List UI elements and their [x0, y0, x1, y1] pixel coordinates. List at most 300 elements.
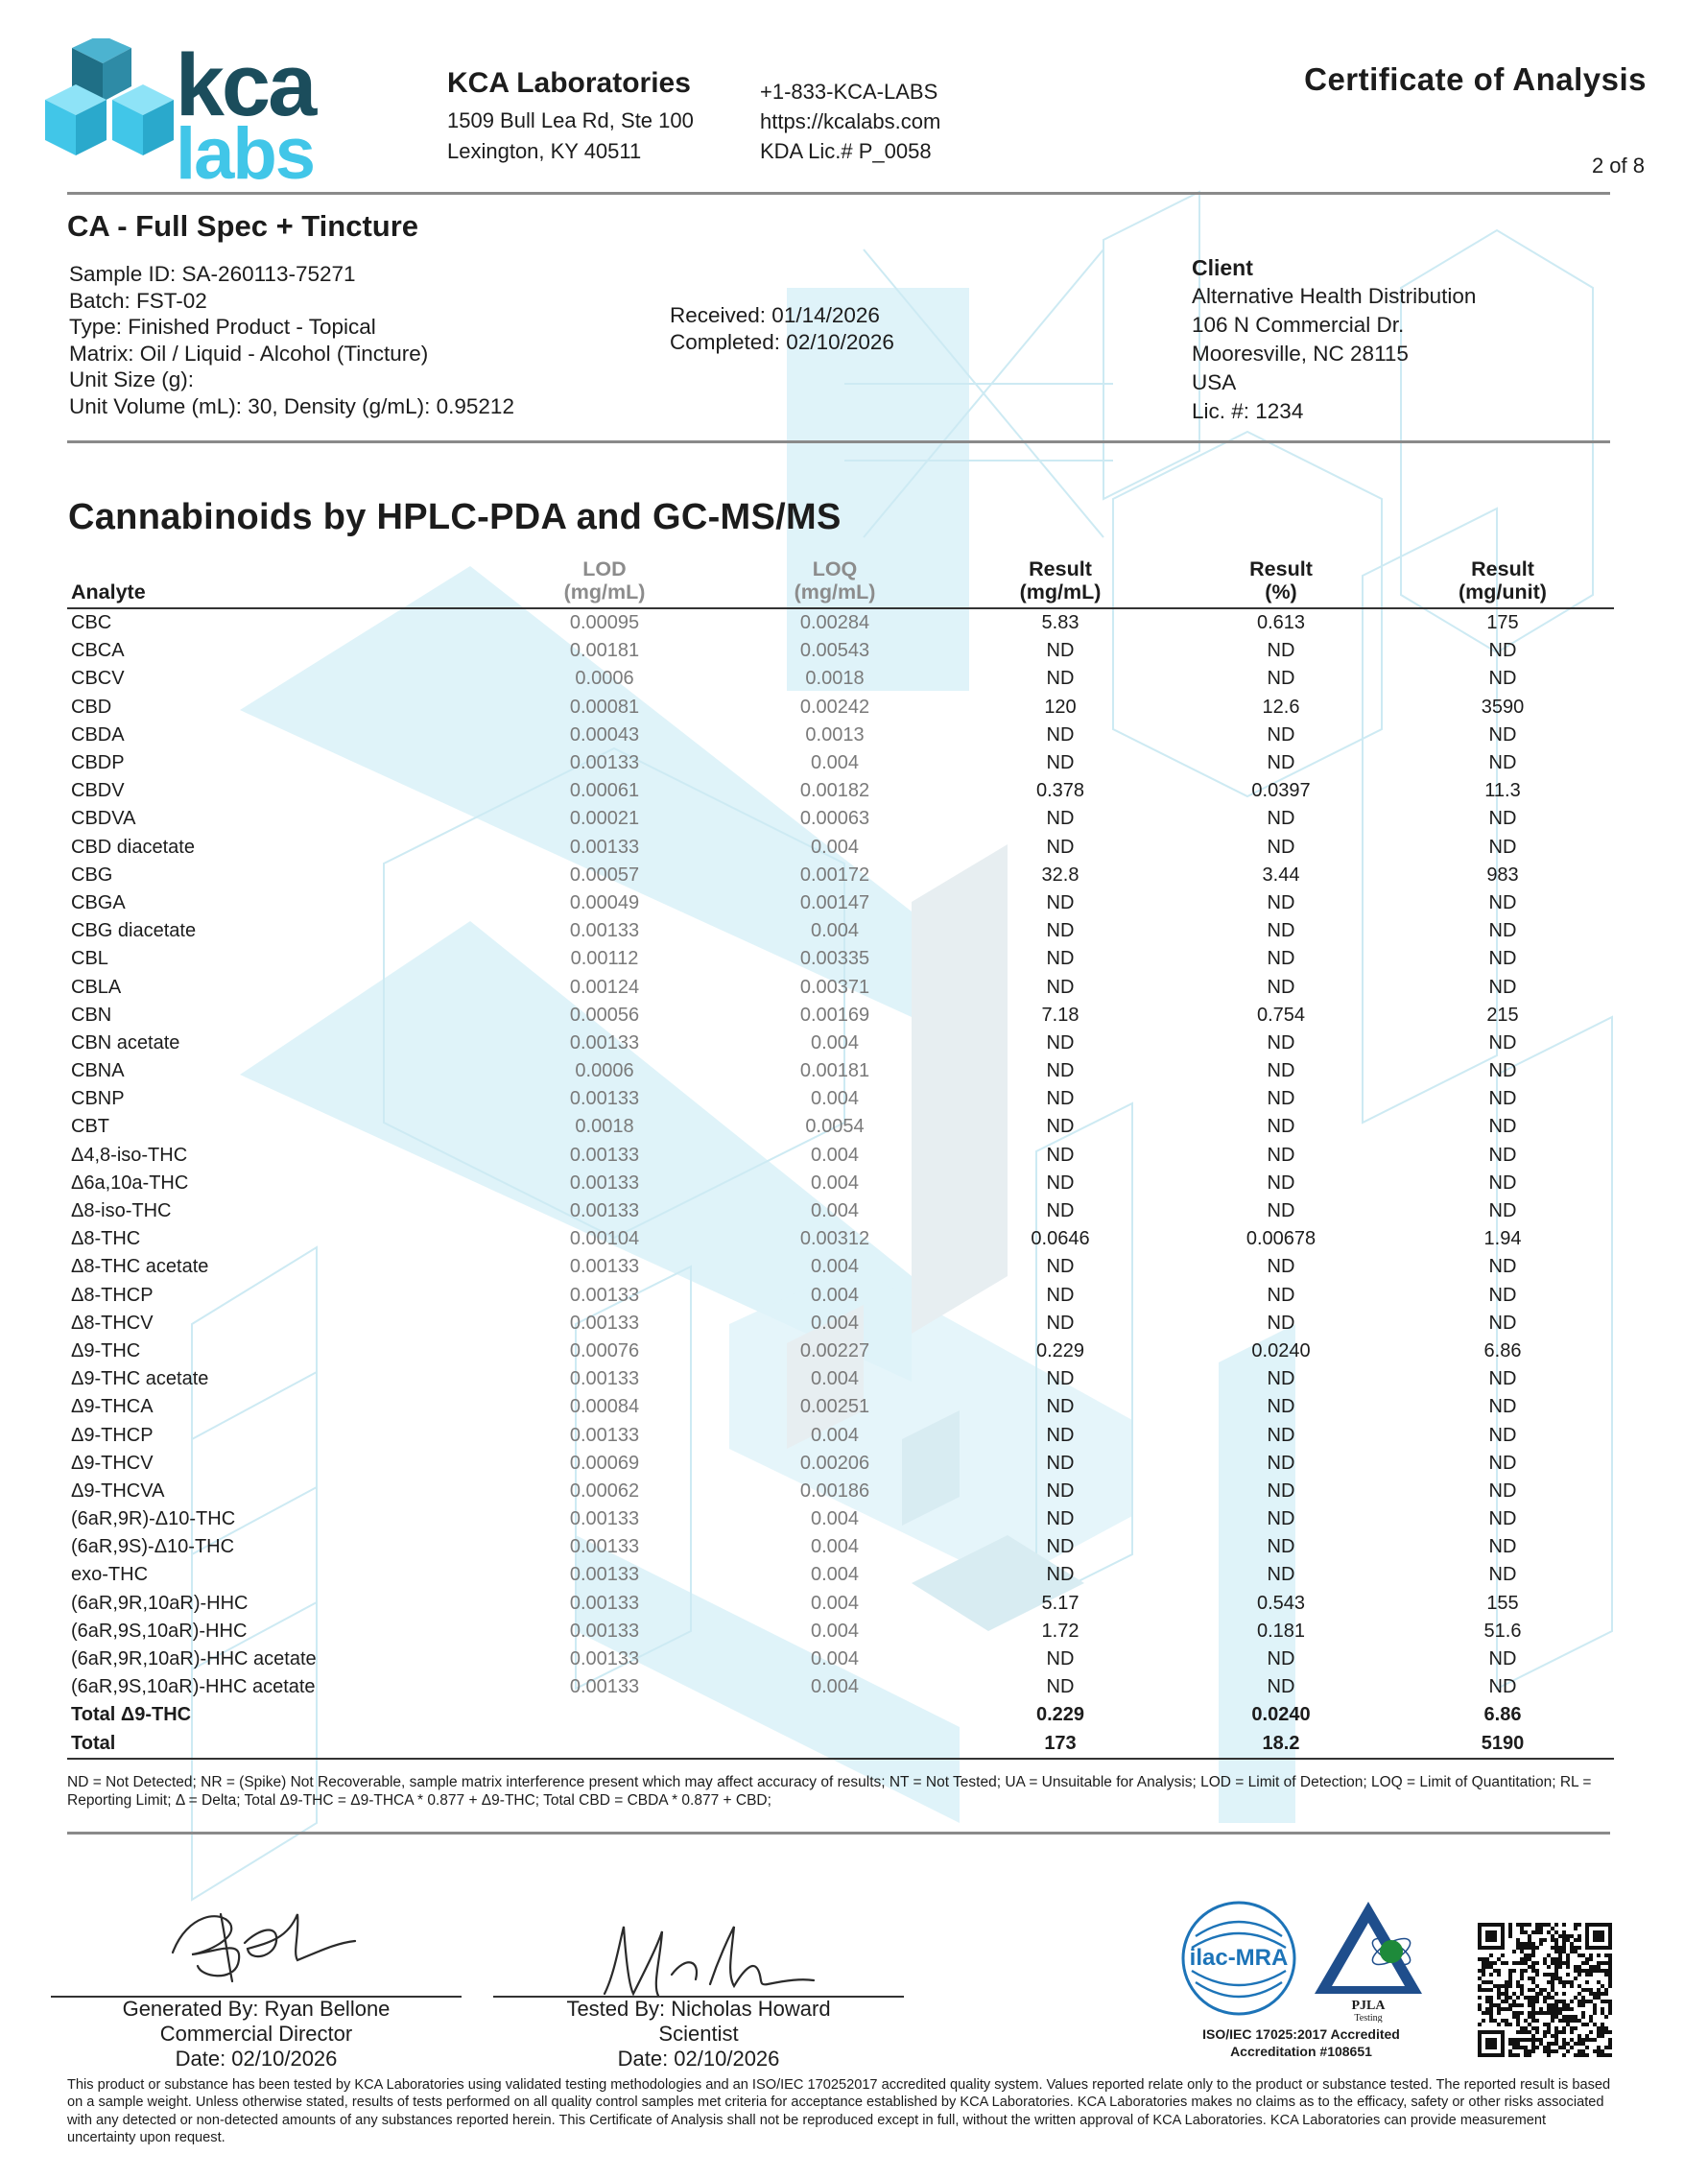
cell-lod: 0.00049 [569, 891, 640, 913]
pjla-testing-logo [1311, 1898, 1426, 2023]
cell-result-percent: ND [1267, 1508, 1295, 1530]
cell-result-mgunit: 6.86 [1483, 1704, 1522, 1726]
qr-code[interactable] [1478, 1923, 1612, 2057]
cell-result-percent: ND [1267, 836, 1295, 858]
cell-result-percent: 3.44 [1262, 864, 1300, 886]
cell-result-mgunit: ND [1488, 1284, 1517, 1306]
cell-lod [489, 1730, 720, 1759]
cell-loq: 0.00063 [799, 808, 870, 830]
sample-batch: Batch: FST-02 [69, 288, 207, 313]
table-row [67, 1113, 1614, 1141]
table-row [67, 1282, 1614, 1310]
cell-analyte: Δ8-THC [71, 1228, 141, 1250]
cell-loq: 0.0018 [805, 668, 865, 690]
cell-result-mgml: ND [1046, 1536, 1075, 1558]
cell-lod: 0.00133 [569, 1172, 640, 1194]
cell-result-mgunit: ND [1488, 1116, 1517, 1138]
cell-analyte: (6aR,9S,10aR)-HHC [71, 1620, 248, 1642]
sample-details [69, 261, 514, 419]
cell-loq: 0.004 [810, 1088, 860, 1110]
cell-analyte: (6aR,9R)-Δ10-THC [71, 1508, 236, 1530]
cell-result-mgml: ND [1046, 640, 1075, 662]
table-row [67, 973, 1614, 1001]
tested-by-block [493, 1997, 904, 2071]
cell-analyte: Δ8-THCP [71, 1284, 154, 1306]
cell-result-percent: 12.6 [1262, 696, 1300, 718]
table-row [67, 1645, 1614, 1673]
cell-analyte: Δ8-THCV [71, 1312, 154, 1334]
cell-result-mgunit: ND [1488, 1368, 1517, 1390]
cell-loq: 0.00186 [799, 1480, 870, 1502]
cell-result-percent: ND [1267, 1368, 1295, 1390]
cell-result-mgml: ND [1046, 1172, 1075, 1194]
total-row [67, 1701, 1614, 1729]
cell-result-mgml: ND [1046, 836, 1075, 858]
cell-analyte: (6aR,9R,10aR)-HHC acetate [71, 1648, 317, 1670]
cell-result-mgml: 120 [1044, 696, 1077, 718]
sample-type: Type: Finished Product - Topical [69, 315, 376, 339]
cell-lod: 0.00133 [569, 752, 640, 774]
cell-lod: 0.00133 [569, 920, 640, 942]
cell-lod: 0.00069 [569, 1452, 640, 1474]
cell-result-mgunit: ND [1488, 1172, 1517, 1194]
table-row [67, 1225, 1614, 1253]
cell-result-percent: ND [1267, 808, 1295, 830]
ilac-mra-logo [1178, 1898, 1299, 2019]
cell-result-mgunit: 11.3 [1484, 780, 1521, 802]
cell-result-mgml: ND [1046, 976, 1075, 998]
cell-loq: 0.004 [810, 1144, 860, 1166]
cell-result-mgml: ND [1046, 1508, 1075, 1530]
cell-result-percent: 0.543 [1256, 1592, 1306, 1614]
cell-result-mgunit: ND [1488, 1200, 1517, 1222]
cell-analyte: CBGA [71, 891, 126, 913]
cell-loq: 0.004 [810, 752, 860, 774]
header-result-mgml: Result (mg/mL) [950, 552, 1171, 608]
table-row [67, 1618, 1614, 1645]
generated-by-block [51, 1997, 462, 2071]
cell-loq: 0.0013 [805, 723, 865, 746]
company-address-line1: 1509 Bull Lea Rd, Ste 100 [447, 108, 694, 132]
document-title: Certificate of Analysis [1304, 61, 1647, 97]
cell-lod: 0.00104 [569, 1228, 640, 1250]
table-row [67, 1142, 1614, 1170]
table-row [67, 749, 1614, 777]
cell-result-mgml: ND [1046, 1088, 1075, 1110]
cell-analyte: CBCA [71, 640, 125, 662]
cell-analyte: CBT [71, 1116, 109, 1138]
cell-result-mgml: ND [1046, 1256, 1075, 1278]
table-row [67, 1002, 1614, 1030]
table-row [67, 1421, 1614, 1449]
tested-by-title: Scientist [658, 2022, 739, 2046]
tested-by-name: Tested By: Nicholas Howard [566, 1997, 831, 2021]
cell-result-mgunit: 215 [1486, 1004, 1519, 1026]
cell-result-percent: ND [1267, 1676, 1295, 1698]
header-result-percent: Result (%) [1171, 552, 1391, 608]
cell-loq: 0.00172 [799, 864, 870, 886]
cell-loq: 0.004 [810, 1031, 860, 1053]
cell-lod: 0.00133 [569, 1564, 640, 1586]
cell-lod: 0.00043 [569, 723, 640, 746]
cell-loq: 0.004 [810, 1284, 860, 1306]
table-row [67, 1590, 1614, 1618]
client-name: Alternative Health Distribution [1192, 284, 1477, 308]
cell-result-mgml: ND [1046, 1312, 1075, 1334]
cell-result-percent: 0.0240 [1251, 1704, 1311, 1726]
header-analyte: Analyte [67, 552, 489, 608]
cell-result-mgml: ND [1046, 1396, 1075, 1418]
table-row [67, 1505, 1614, 1533]
cell-result-percent: ND [1267, 891, 1295, 913]
cell-loq: 0.00335 [799, 948, 870, 970]
disclaimer-text: This product or substance has been tested by KCA Laboratories using validated testing methodologies and an ISO/IEC 170252017 accredited quality system. Values reported relate only to the product or substance tested. The reported result is based on a sample weight. Unless otherwise stated, results of tests performed on all quality control samples met criteria for acceptance established by KCA Laboratories. KCA Laboratories makes no claims as to the efficacy, safety or other risks associated with any detected or non-detected amounts of any substances reported herein. This Certificate of Analysis shall not be reproduced except in full, without the written approval of KCA Laboratories. KCA Laboratories can provide measurement uncertainty upon request. [67, 2077, 1611, 2145]
table-row [67, 1673, 1614, 1701]
cell-result-percent: 0.0240 [1251, 1339, 1311, 1361]
cell-result-mgml: 5.83 [1041, 612, 1079, 634]
received-date: Received: 01/14/2026 [670, 303, 880, 327]
cell-loq: 0.004 [810, 1424, 860, 1446]
cell-lod: 0.00133 [569, 836, 640, 858]
sample-unit-volume: Unit Volume (mL): 30, Density (g/mL): 0.95212 [69, 393, 514, 418]
cell-result-percent: ND [1267, 1256, 1295, 1278]
cell-analyte: (6aR,9S)-Δ10-THC [71, 1536, 235, 1558]
cell-lod: 0.00021 [569, 808, 640, 830]
cell-result-mgml: ND [1046, 808, 1075, 830]
cell-result-percent: ND [1267, 640, 1295, 662]
company-info [447, 67, 694, 167]
cell-lod: 0.00181 [569, 640, 640, 662]
cell-loq: 0.004 [810, 1564, 860, 1586]
cell-result-mgunit: 5190 [1391, 1730, 1614, 1759]
cell-lod: 0.00133 [569, 1144, 640, 1166]
cell-analyte: Δ9-THCP [71, 1424, 154, 1446]
cell-result-mgml: ND [1046, 752, 1075, 774]
cell-analyte: CBG [71, 864, 113, 886]
cell-loq [720, 1701, 950, 1729]
cell-analyte: CBDVA [71, 808, 136, 830]
pjla-subtext: Testing [1354, 2013, 1383, 2023]
table-row [67, 889, 1614, 917]
table-row [67, 805, 1614, 833]
cell-lod: 0.00056 [569, 1004, 640, 1026]
cell-loq: 0.00312 [799, 1228, 870, 1250]
cell-analyte: Δ9-THCVA [71, 1480, 165, 1502]
completed-date: Completed: 02/10/2026 [670, 329, 894, 354]
cell-analyte: Total [67, 1730, 489, 1759]
cell-analyte: Δ9-THCA [71, 1396, 154, 1418]
generated-by-title: Commercial Director [159, 2022, 353, 2046]
cell-loq: 0.004 [810, 836, 860, 858]
cell-lod: 0.0006 [575, 668, 634, 690]
table-row [67, 1310, 1614, 1338]
client-country: USA [1192, 370, 1237, 394]
cell-result-mgml: ND [1046, 723, 1075, 746]
cell-loq: 0.00242 [799, 696, 870, 718]
cell-result-mgml: ND [1046, 1480, 1075, 1502]
page-indicator: 2 of 8 [1591, 154, 1645, 178]
cell-analyte: Δ8-iso-THC [71, 1200, 172, 1222]
table-row [67, 1478, 1614, 1505]
cell-result-mgunit: ND [1488, 1508, 1517, 1530]
cell-lod [489, 1701, 720, 1729]
cell-analyte: Δ9-THCV [71, 1452, 154, 1474]
cell-lod: 0.00124 [569, 976, 640, 998]
table-header-row [67, 552, 1614, 608]
cell-result-mgunit: 983 [1486, 864, 1519, 886]
cell-loq: 0.00284 [799, 612, 870, 634]
header-divider [67, 192, 1610, 195]
cell-loq: 0.00227 [799, 1339, 870, 1361]
cell-result-percent: ND [1267, 1088, 1295, 1110]
sample-dates [670, 302, 894, 355]
cell-result-mgml: ND [1046, 920, 1075, 942]
cell-loq: 0.004 [810, 1508, 860, 1530]
cell-analyte: Δ4,8-iso-THC [71, 1144, 188, 1166]
cell-loq: 0.004 [810, 1592, 860, 1614]
cell-analyte: Δ6a,10a-THC [71, 1172, 189, 1194]
cell-result-mgml: 32.8 [1041, 864, 1079, 886]
company-phone: +1-833-KCA-LABS [760, 80, 938, 104]
cell-analyte: Total Δ9-THC [71, 1704, 192, 1726]
cell-lod: 0.00133 [569, 1424, 640, 1446]
cell-analyte: exo-THC [71, 1564, 149, 1586]
cell-lod: 0.00057 [569, 864, 640, 886]
cell-result-mgunit: 175 [1486, 612, 1519, 634]
cell-loq: 0.00543 [799, 640, 870, 662]
sample-unit-size: Unit Size (g): [69, 367, 195, 391]
table-row [67, 665, 1614, 693]
cell-result-mgml: ND [1046, 668, 1075, 690]
table-row [67, 1197, 1614, 1225]
cell-result-mgunit: ND [1488, 1312, 1517, 1334]
cell-analyte: CBL [71, 948, 108, 970]
cell-result-mgunit: ND [1488, 668, 1517, 690]
cell-result-mgunit: 3590 [1481, 696, 1525, 718]
cell-result-mgml: 0.378 [1035, 780, 1085, 802]
table-row [67, 917, 1614, 945]
cell-result-percent: ND [1267, 1172, 1295, 1194]
cell-result-mgunit: ND [1488, 1396, 1517, 1418]
cell-lod: 0.00133 [569, 1620, 640, 1642]
cell-lod: 0.00062 [569, 1480, 640, 1502]
cell-result-mgunit: ND [1488, 752, 1517, 774]
cell-lod: 0.00133 [569, 1200, 640, 1222]
cell-result-mgunit: ND [1488, 836, 1517, 858]
cell-lod: 0.00081 [569, 696, 640, 718]
cell-analyte: CBG diacetate [71, 920, 197, 942]
cell-result-mgunit: 51.6 [1483, 1620, 1522, 1642]
cell-lod: 0.00133 [569, 1284, 640, 1306]
header-lod: LOD (mg/mL) [489, 552, 720, 608]
cell-result-mgml: 0.0646 [1031, 1228, 1090, 1250]
cell-loq: 0.0054 [805, 1116, 865, 1138]
cell-result-mgml: ND [1046, 1031, 1075, 1053]
table-row [67, 1085, 1614, 1113]
cell-result-percent: 18.2 [1171, 1730, 1391, 1759]
cell-lod: 0.00061 [569, 780, 640, 802]
cell-result-percent: ND [1267, 752, 1295, 774]
table-row [67, 1338, 1614, 1365]
pjla-text: PJLA [1351, 1999, 1386, 2013]
table-row [67, 945, 1614, 973]
company-website: https://kcalabs.com [760, 109, 941, 133]
cell-result-mgml: ND [1046, 1060, 1075, 1082]
cell-result-mgunit: 6.86 [1483, 1339, 1522, 1361]
table-footnote: ND = Not Detected; NR = (Spike) Not Recoverable, sample matrix interference present which may affect accuracy of results; NT = Not Tested; UA = Unsuitable for Analysis; LOD = Limit of Detection; LOQ = Limit of Quantitation; RL = Reporting Limit; Δ = Delta; Total Δ9-THC = Δ9-THCA * 0.877 + Δ9-THC; Total CBD = CBDA * 0.877 + CBD; [67, 1774, 1592, 1809]
cell-result-percent: 0.613 [1256, 612, 1306, 634]
cell-loq: 0.00181 [799, 1060, 870, 1082]
ilac-text: ilac-MRA [1189, 1945, 1289, 1971]
cell-lod: 0.00133 [569, 1312, 640, 1334]
table-row [67, 1253, 1614, 1281]
cell-loq: 0.00371 [799, 976, 870, 998]
client-city: Mooresville, NC 28115 [1192, 342, 1409, 366]
table-row [67, 608, 1614, 637]
cell-loq: 0.004 [810, 920, 860, 942]
cell-lod: 0.00133 [569, 1088, 640, 1110]
cell-loq: 0.004 [810, 1172, 860, 1194]
cell-analyte: CBNP [71, 1088, 125, 1110]
cell-loq [720, 1730, 950, 1759]
cell-result-percent: ND [1267, 976, 1295, 998]
cell-result-percent: 0.0397 [1251, 780, 1311, 802]
cell-lod: 0.00133 [569, 1592, 640, 1614]
cell-loq: 0.004 [810, 1676, 860, 1698]
cell-lod: 0.00133 [569, 1676, 640, 1698]
cell-analyte: Δ9-THC acetate [71, 1368, 209, 1390]
table-row [67, 1030, 1614, 1057]
cell-result-mgunit: ND [1488, 948, 1517, 970]
table-row [67, 722, 1614, 749]
table-row [67, 862, 1614, 889]
cell-result-mgml: ND [1046, 1676, 1075, 1698]
signature-nicholas-howard [595, 1917, 816, 2003]
signature-ryan-bellone [154, 1885, 365, 1991]
table-row [67, 1450, 1614, 1478]
logo-text-labs: labs [175, 113, 315, 182]
company-license: KDA Lic.# P_0058 [760, 139, 932, 163]
cell-result-percent: ND [1267, 1200, 1295, 1222]
cell-result-mgml: ND [1046, 1452, 1075, 1474]
cell-lod: 0.00133 [569, 1368, 640, 1390]
cell-lod: 0.00112 [570, 948, 639, 970]
cell-result-mgml: ND [1046, 1368, 1075, 1390]
accreditation-line2: Accreditation #108651 [1230, 2044, 1372, 2059]
cell-result-mgml: 173 [950, 1730, 1171, 1759]
cell-result-mgml: ND [1046, 1144, 1075, 1166]
cell-analyte: CBN acetate [71, 1031, 180, 1053]
cell-result-percent: ND [1267, 1564, 1295, 1586]
sample-divider [67, 440, 1610, 443]
cell-result-percent: 0.181 [1256, 1620, 1306, 1642]
cell-result-percent: ND [1267, 1144, 1295, 1166]
cell-result-mgml: ND [1046, 1564, 1075, 1586]
generated-by-name: Generated By: Ryan Bellone [122, 1997, 391, 2021]
cell-result-mgunit: ND [1488, 1480, 1517, 1502]
client-street: 106 N Commercial Dr. [1192, 313, 1405, 337]
cell-result-percent: ND [1267, 920, 1295, 942]
logo-cubes-icon [45, 38, 174, 155]
cell-result-percent: ND [1267, 1648, 1295, 1670]
cell-result-mgml: 7.18 [1041, 1004, 1079, 1026]
cell-lod: 0.00133 [569, 1031, 640, 1053]
company-contact [760, 77, 940, 166]
cell-analyte: CBCV [71, 668, 125, 690]
cell-loq: 0.00169 [799, 1004, 870, 1026]
cell-loq: 0.00182 [799, 780, 870, 802]
generated-by-date: Date: 02/10/2026 [175, 2047, 338, 2071]
logo-text-kca: kca [175, 38, 315, 134]
cell-analyte: CBDV [71, 780, 125, 802]
table-row [67, 777, 1614, 805]
client-heading: Client [1192, 255, 1253, 280]
cell-result-mgunit: ND [1488, 640, 1517, 662]
cell-result-mgunit: 1.94 [1483, 1228, 1522, 1250]
cell-result-percent: ND [1267, 1424, 1295, 1446]
cell-lod: 0.00095 [569, 612, 640, 634]
cell-loq: 0.004 [810, 1536, 860, 1558]
cell-lod: 0.00133 [569, 1648, 640, 1670]
cannabinoid-results-table [67, 552, 1614, 1760]
cell-result-percent: ND [1267, 668, 1295, 690]
cell-lod: 0.0006 [575, 1060, 634, 1082]
cell-result-mgunit: ND [1488, 920, 1517, 942]
footnote-divider [67, 1832, 1610, 1835]
table-body [67, 608, 1614, 1759]
cell-result-mgml: ND [1046, 948, 1075, 970]
cell-analyte: CBD [71, 696, 112, 718]
cell-result-mgunit: ND [1488, 1424, 1517, 1446]
cell-analyte: CBN [71, 1004, 112, 1026]
table-row [67, 1365, 1614, 1393]
cell-result-mgunit: ND [1488, 976, 1517, 998]
cell-loq: 0.004 [810, 1648, 860, 1670]
cell-analyte: CBDP [71, 752, 125, 774]
cell-result-mgml: 0.229 [1035, 1704, 1085, 1726]
cell-analyte: CBD diacetate [71, 836, 195, 858]
total-row [67, 1730, 1614, 1759]
cell-result-percent: ND [1267, 1452, 1295, 1474]
table-row [67, 637, 1614, 665]
table-row [67, 834, 1614, 862]
cell-result-mgunit: ND [1488, 1676, 1517, 1698]
cell-result-mgunit: ND [1488, 723, 1517, 746]
company-name: KCA Laboratories [447, 67, 691, 99]
cell-result-mgml: 5.17 [1041, 1592, 1079, 1614]
cell-analyte: CBDA [71, 723, 125, 746]
cell-result-percent: ND [1267, 1031, 1295, 1053]
cell-result-percent: ND [1267, 1480, 1295, 1502]
cell-result-mgml: ND [1046, 891, 1075, 913]
cell-analyte: Δ8-THC acetate [71, 1256, 209, 1278]
cell-analyte: (6aR,9R,10aR)-HHC [71, 1592, 249, 1614]
cell-result-mgunit: ND [1488, 1648, 1517, 1670]
cell-lod: 0.00084 [569, 1396, 640, 1418]
accreditation-text [1180, 2025, 1422, 2060]
company-address-line2: Lexington, KY 40511 [447, 139, 642, 163]
cell-loq: 0.00206 [799, 1452, 870, 1474]
client-license: Lic. #: 1234 [1192, 399, 1304, 423]
cell-analyte: CBLA [71, 976, 122, 998]
cell-result-percent: 0.754 [1256, 1004, 1306, 1026]
cell-result-mgml: ND [1046, 1648, 1075, 1670]
cell-result-mgml: ND [1046, 1200, 1075, 1222]
cell-result-mgunit: ND [1488, 1536, 1517, 1558]
cell-lod: 0.00133 [569, 1536, 640, 1558]
cell-loq: 0.004 [810, 1620, 860, 1642]
cell-loq: 0.004 [810, 1200, 860, 1222]
